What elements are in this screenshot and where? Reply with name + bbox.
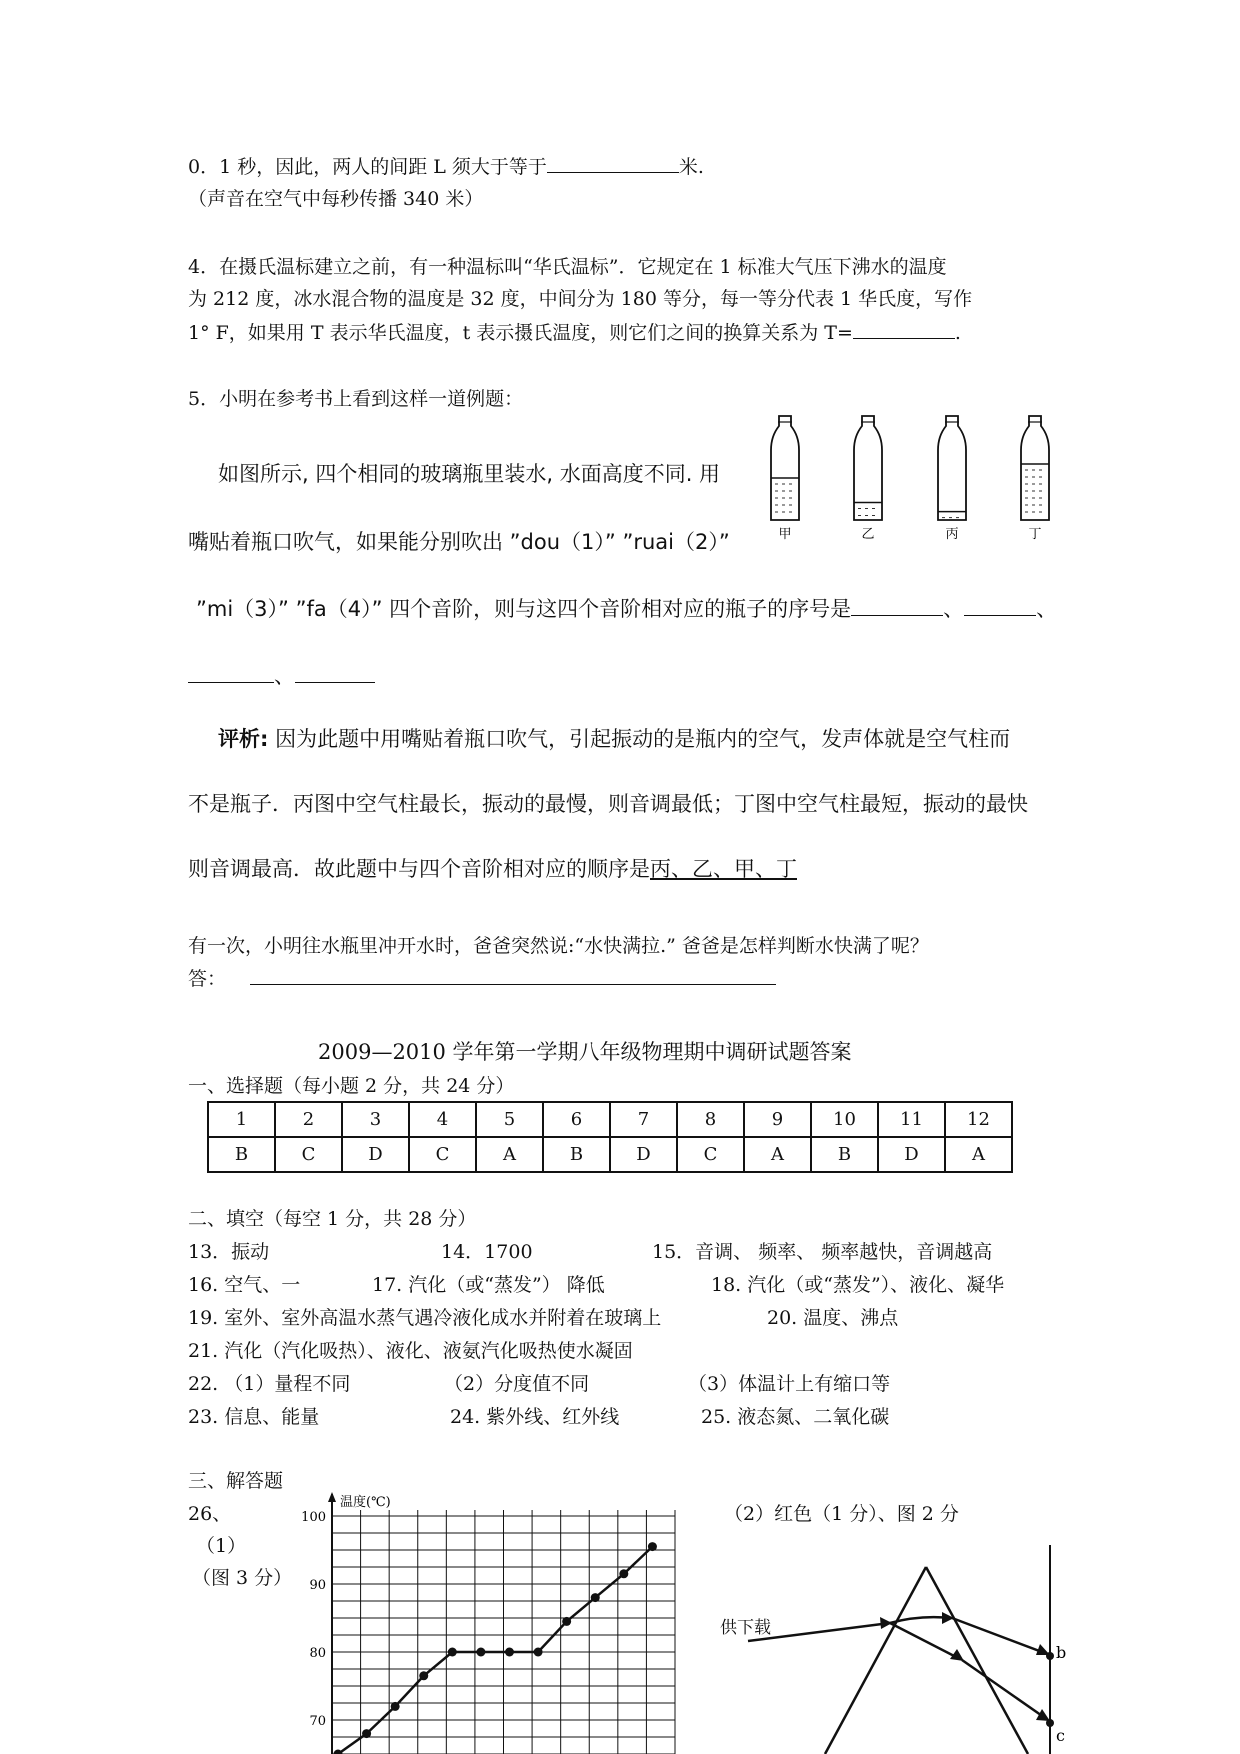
table-cell-number: 7 xyxy=(610,1102,677,1137)
q5-text: ”mi（3）” ”fa（4）” 四个音阶，则与这四个音阶相对应的瓶子的序号是 xyxy=(196,597,852,621)
analysis-text: 则音调最高．故此题中与四个音阶相对应的顺序是 xyxy=(188,857,650,881)
q4-line3 xyxy=(188,320,961,345)
q4-period: . xyxy=(954,322,961,344)
analysis-line3 xyxy=(188,857,797,881)
y-axis-arrow-icon xyxy=(328,1492,336,1502)
table-cell-number: 8 xyxy=(677,1102,744,1137)
table-cell-number: 10 xyxy=(811,1102,878,1137)
fill-19: 19. 室外、室外高温水蒸气遇冷液化成水并附着在玻璃上 xyxy=(188,1307,662,1329)
bottle xyxy=(938,416,966,542)
sep: 、 xyxy=(1036,597,1058,621)
data-point xyxy=(648,1542,657,1551)
temperature-chart xyxy=(290,1492,685,1754)
q5-blank-4[interactable] xyxy=(295,664,375,683)
table-cell-number: 9 xyxy=(744,1102,811,1137)
fill-22-2: （2）分度值不同 xyxy=(444,1373,590,1395)
bottle-outline xyxy=(771,416,799,520)
bottle-outline xyxy=(854,416,882,520)
table-cell-number: 3 xyxy=(342,1102,409,1137)
table-cell-number: 6 xyxy=(543,1102,610,1137)
bottle xyxy=(771,416,799,542)
table-cell-number: 2 xyxy=(275,1102,342,1137)
arrow-head-icon xyxy=(1036,1709,1050,1721)
bottles-figure xyxy=(750,412,1080,542)
table-row-numbers xyxy=(208,1102,1012,1137)
q5-para4 xyxy=(188,664,375,688)
analysis-answer: 丙、乙、甲、丁 xyxy=(650,857,797,881)
section-3-heading: 三、解答题 xyxy=(188,1470,284,1492)
fill-17: 17. 汽化（或“蒸发”） 降低 xyxy=(372,1274,605,1296)
analysis-text: 因为此题中用嘴贴着瓶口吹气，引起振动的是瓶内的空气，发声体就是空气柱而 xyxy=(275,727,1011,751)
extra-question: 有一次，小明往水瓶里冲开水时，爸爸突然说:“水快满拉.” 爸爸是怎样判断水快满了呢？ xyxy=(188,935,929,957)
table-cell-number: 11 xyxy=(878,1102,945,1137)
q4-answer-blank[interactable] xyxy=(853,320,955,339)
prism-left-edge xyxy=(825,1567,926,1754)
data-point xyxy=(505,1648,514,1657)
bottle-outline xyxy=(938,416,966,520)
refracted-ray-lower xyxy=(890,1623,960,1659)
y-tick-label: 80 xyxy=(309,1646,326,1661)
table-cell-answer: A xyxy=(476,1137,543,1172)
y-tick-label: 100 xyxy=(301,1510,326,1525)
data-point xyxy=(534,1648,543,1657)
q3-answer-blank[interactable] xyxy=(547,154,679,173)
fill-21: 21. 汽化（汽化吸热）、液化、液氨汽化吸热使水凝固 xyxy=(188,1340,633,1362)
fill-22-1: 22. （1）量程不同 xyxy=(188,1373,351,1395)
fill-13: 13．振动 xyxy=(188,1241,270,1263)
table-cell-answer: B xyxy=(811,1137,878,1172)
q3-unit: 米. xyxy=(678,156,704,178)
label-b: b xyxy=(1056,1643,1067,1662)
table-cell-answer: D xyxy=(610,1137,677,1172)
analysis-line1 xyxy=(218,727,1010,751)
bottle-label: 丙 xyxy=(945,527,959,542)
data-point xyxy=(391,1702,400,1711)
data-point xyxy=(419,1671,428,1680)
fill-20: 20. 温度、沸点 xyxy=(767,1307,899,1329)
section-1-heading: 一、选择题（每小题 2 分，共 24 分） xyxy=(188,1075,515,1097)
table-cell-answer: D xyxy=(342,1137,409,1172)
data-point xyxy=(619,1569,628,1578)
q4-text: 1° F，如果用 T 表示华氏温度，t 表示摄氏温度，则它们之间的换算关系为 T= xyxy=(188,322,853,344)
table-cell-number: 4 xyxy=(409,1102,476,1137)
section-2-heading: 二、填空（每空 1 分，共 28 分） xyxy=(188,1208,477,1230)
prism-figure xyxy=(720,1545,1080,1754)
point-b xyxy=(1046,1652,1054,1660)
fill-16: 16. 空气、一 xyxy=(188,1274,301,1296)
label-c: c xyxy=(1056,1726,1065,1745)
q3-line2: （声音在空气中每秒传播 340 米） xyxy=(188,188,484,210)
bottle xyxy=(1021,416,1049,542)
q5-blank-3[interactable] xyxy=(188,664,274,683)
table-cell-answer: C xyxy=(677,1137,744,1172)
q5-blank-1[interactable] xyxy=(851,597,943,616)
q3-line1 xyxy=(188,154,704,179)
table-cell-answer: B xyxy=(208,1137,275,1172)
fill-23: 23. 信息、能量 xyxy=(188,1406,320,1428)
table-row-answers xyxy=(208,1137,1012,1172)
bottle-label: 乙 xyxy=(861,527,875,542)
table-cell-number: 12 xyxy=(945,1102,1012,1137)
bottle-label: 丁 xyxy=(1028,527,1042,542)
extra-answer xyxy=(188,966,776,991)
fill-22-3: （3）体温计上有缩口等 xyxy=(688,1373,891,1395)
choice-answer-table xyxy=(207,1101,1013,1173)
table-cell-number: 1 xyxy=(208,1102,275,1137)
point-c xyxy=(1046,1719,1054,1727)
fill-24: 24. 紫外线、红外线 xyxy=(450,1406,620,1428)
q26-label: 26、 xyxy=(188,1503,232,1525)
q26-score: （图 3 分） xyxy=(192,1567,293,1589)
y-axis-label: 温度(℃) xyxy=(340,1495,391,1510)
data-point xyxy=(334,1750,343,1754)
extra-answer-blank[interactable] xyxy=(250,966,776,985)
q26-part2: （2）红色（1 分）、图 2 分 xyxy=(724,1503,959,1525)
bottle-outline xyxy=(1021,416,1049,520)
fill-25: 25. 液态氮、二氧化碳 xyxy=(701,1406,890,1428)
analysis-label: 评析: xyxy=(218,727,269,751)
q26-part1: （1） xyxy=(196,1535,247,1557)
prism-right-edge xyxy=(926,1567,1028,1754)
y-tick-label: 70 xyxy=(309,1714,326,1729)
table-cell-answer: C xyxy=(409,1137,476,1172)
fill-15: 15．音调、 频率、 频率越快，音调越高 xyxy=(652,1241,993,1263)
answer-label: 答： xyxy=(188,968,227,990)
sep: 、 xyxy=(274,664,295,688)
analysis-line2: 不是瓶子．丙图中空气柱最长，振动的最慢，则音调最低；丁图中空气柱最短，振动的最快 xyxy=(188,792,1028,816)
data-point xyxy=(562,1617,571,1626)
table-cell-number: 5 xyxy=(476,1102,543,1137)
fill-14: 14．1700 xyxy=(441,1241,533,1263)
temperature-series-line xyxy=(338,1547,652,1754)
table-cell-answer: A xyxy=(744,1137,811,1172)
watermark-text: 供下载 xyxy=(720,1618,771,1638)
q5-para2: 嘴贴着瓶口吹气，如果能分别吹出 ”dou（1）” ”ruai（2）” xyxy=(188,530,730,554)
table-cell-answer: B xyxy=(543,1137,610,1172)
fill-18: 18. 汽化（或“蒸发”）、液化、凝华 xyxy=(711,1274,1005,1296)
q5-blank-2[interactable] xyxy=(964,597,1036,616)
q5-para3 xyxy=(196,597,1057,621)
q4-line1: 4．在摄氏温标建立之前，有一种温标叫“华氏温标”．它规定在 1 标准大气压下沸水的温度 xyxy=(188,256,947,278)
table-cell-answer: A xyxy=(945,1137,1012,1172)
q5-para1: 如图所示, 四个相同的玻璃瓶里装水, 水面高度不同. 用 xyxy=(218,462,721,486)
bottle-label: 甲 xyxy=(778,527,792,542)
sep: 、 xyxy=(943,597,965,621)
q5-intro: 5．小明在参考书上看到这样一道例题： xyxy=(188,388,524,410)
data-point xyxy=(448,1648,457,1657)
data-point xyxy=(362,1729,371,1738)
answers-title: 2009—2010 学年第一学期八年级物理期中调研试题答案 xyxy=(318,1040,852,1064)
q3-text: 0．1 秒，因此，两人的间距 L 须大于等于 xyxy=(188,156,547,178)
data-point xyxy=(476,1648,485,1657)
table-cell-answer: C xyxy=(275,1137,342,1172)
q4-line2: 为 212 度，冰水混合物的温度是 32 度，中间分为 180 等分，每一等分代表 1 华氏度，写作 xyxy=(188,288,973,310)
data-point xyxy=(591,1593,600,1602)
bottle xyxy=(854,416,882,542)
emergent-ray-b xyxy=(952,1618,1050,1655)
y-tick-label: 90 xyxy=(309,1578,326,1593)
table-cell-answer: D xyxy=(878,1137,945,1172)
